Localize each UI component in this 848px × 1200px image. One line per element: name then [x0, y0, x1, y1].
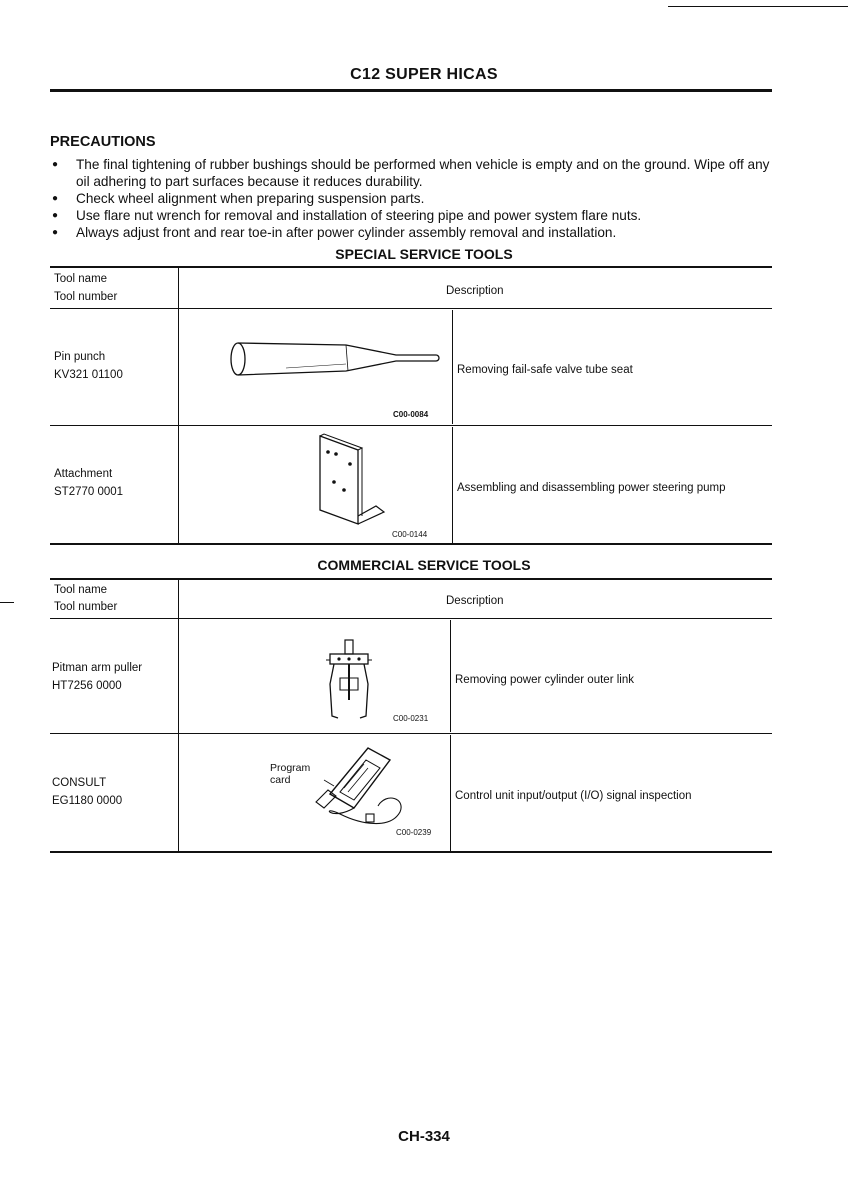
- special-table-top: [50, 266, 772, 268]
- commercial-col-number: Tool number: [54, 601, 118, 613]
- tool-description: Assembling and disassembling power steering pump: [457, 482, 726, 494]
- row-rule: [50, 425, 772, 426]
- precautions-heading: PRECAUTIONS: [50, 134, 156, 150]
- attachment-bracket-icon: [314, 432, 390, 538]
- commercial-col-description: Description: [446, 595, 504, 607]
- tool-name: Pitman arm puller: [52, 662, 143, 674]
- tool-number: HT7256 0000: [52, 680, 122, 692]
- image-label-card: card: [270, 774, 291, 786]
- tool-description: Control unit input/output (I/O) signal inspection: [455, 790, 692, 802]
- title-rule: [50, 89, 772, 92]
- image-divider: [452, 310, 453, 424]
- tool-name: CONSULT: [52, 777, 107, 789]
- page-title: C12 SUPER HICAS: [350, 66, 498, 83]
- commercial-table-top: [50, 578, 772, 580]
- image-code: C00-0231: [393, 714, 429, 723]
- image-code: C00-0144: [392, 530, 428, 539]
- tool-number: ST2770 0001: [54, 486, 124, 498]
- tool-description: Removing fail-safe valve tube seat: [457, 364, 633, 376]
- scan-mark-left: [0, 602, 14, 603]
- image-divider: [452, 427, 453, 543]
- page-number: CH-334: [398, 1128, 450, 1145]
- image-divider: [450, 735, 451, 852]
- tool-number: KV321 01100: [54, 369, 123, 381]
- special-col-description: Description: [446, 285, 504, 297]
- consult-tester-icon: [310, 742, 420, 832]
- row-rule: [50, 733, 772, 734]
- commercial-header-rule: [50, 618, 772, 619]
- special-col-number: Tool number: [54, 291, 118, 303]
- image-label-program: Program: [270, 762, 311, 774]
- precaution-item: ● Always adjust front and rear toe-in after power cylinder assembly removal and installation.: [50, 224, 780, 241]
- commercial-table-bottom: [50, 851, 772, 853]
- precaution-item: ● Use flare nut wrench for removal and installation of steering pipe and power system flare nuts.: [50, 207, 780, 224]
- tool-name: Attachment: [54, 468, 113, 480]
- image-code: C00-0239: [396, 828, 432, 837]
- image-divider: [450, 620, 451, 732]
- tool-name: Pin punch: [54, 351, 106, 363]
- image-code: C00-0084: [393, 410, 429, 419]
- precautions-list: [50, 156, 780, 241]
- commercial-col-divider: [178, 578, 179, 852]
- precaution-item: ● The final tightening of rubber bushings should be performed when vehicle is empty and on the ground. Wipe off any oil adhering to part surfaces because it reduces durability.: [50, 156, 780, 190]
- special-header-rule: [50, 308, 772, 309]
- special-col-name: Tool name: [54, 273, 108, 285]
- scan-mark: [668, 6, 848, 7]
- puller-icon: [322, 638, 378, 728]
- pin-punch-icon: [226, 338, 448, 380]
- special-table-bottom: [50, 543, 772, 545]
- precaution-item: ● Check wheel alignment when preparing suspension parts.: [50, 190, 780, 207]
- commercial-col-name: Tool name: [54, 584, 108, 596]
- tool-description: Removing power cylinder outer link: [455, 674, 634, 686]
- tool-number: EG1180 0000: [52, 795, 123, 807]
- commercial-tools-heading: COMMERCIAL SERVICE TOOLS: [317, 557, 531, 573]
- special-tools-heading: SPECIAL SERVICE TOOLS: [335, 246, 513, 262]
